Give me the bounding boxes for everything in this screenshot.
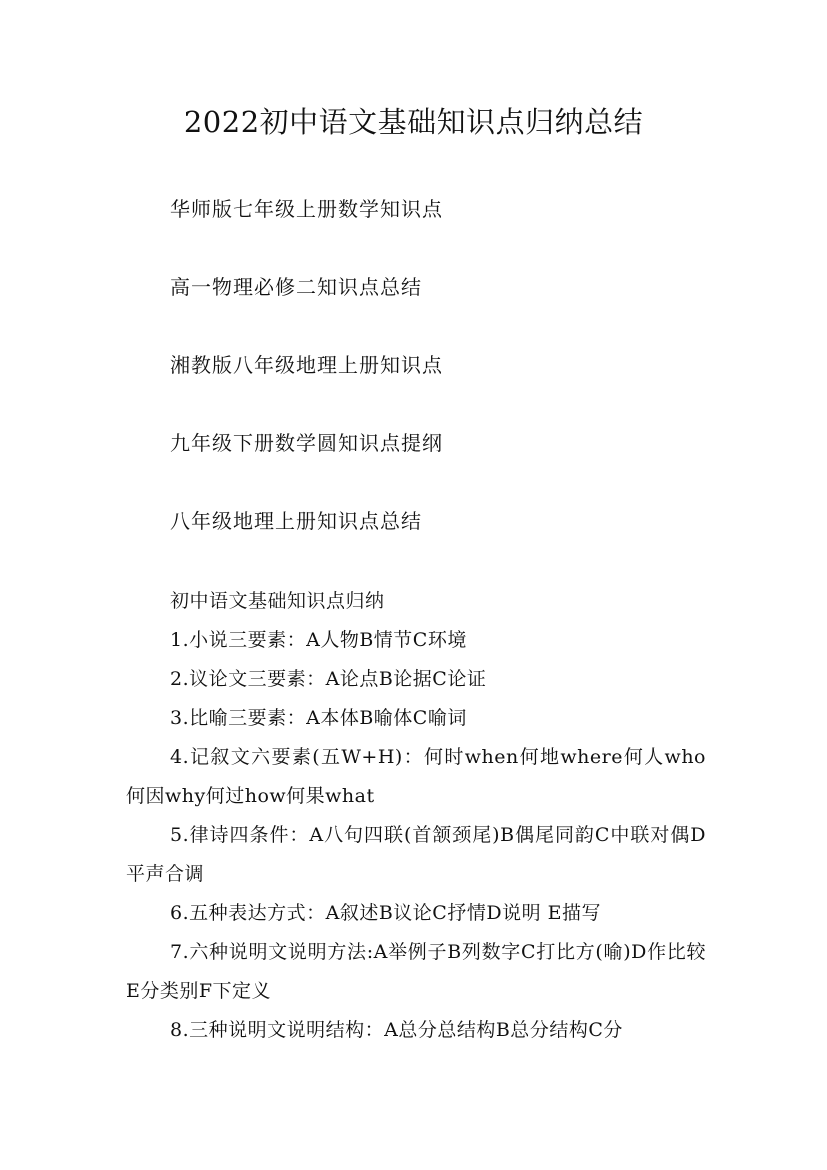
list-item: 1.小说三要素：A人物B情节C环境 <box>170 629 467 651</box>
list-item: 2.议论文三要素：A论点B论据C论证 <box>170 668 487 690</box>
list-item: 8.三种说明文说明结构：A总分总结构B总分结构C分 <box>170 1019 623 1041</box>
related-link[interactable]: 湘教版八年级地理上册知识点 <box>170 353 443 377</box>
related-link[interactable]: 华师版七年级上册数学知识点 <box>170 197 443 221</box>
list-item: 5.律诗四条件：A八句四联(首颔颈尾)B偶尾同韵C中联对偶D平声合调 <box>126 824 706 885</box>
document-title: 2022初中语文基础知识点归纳总结 <box>183 105 644 139</box>
list-item: 3.比喻三要素：A本体B喻体C喻词 <box>170 707 467 729</box>
list-item: 6.五种表达方式：A叙述B议论C抒情D说明 E描写 <box>170 902 601 924</box>
article-body <box>126 582 706 1050</box>
list-item: 7.六种说明文说明方法:A举例子B列数字C打比方(喻)D作比较E分类别F下定义 <box>126 941 706 1002</box>
list-item: 4.记叙文六要素(五W+H)：何时when何地where何人who何因why何过how何果what <box>126 746 706 807</box>
section-title: 初中语文基础知识点归纳 <box>170 590 385 612</box>
related-links-list <box>170 190 443 580</box>
related-link[interactable]: 八年级地理上册知识点总结 <box>170 509 422 533</box>
related-link[interactable]: 高一物理必修二知识点总结 <box>170 275 422 299</box>
related-link[interactable]: 九年级下册数学圆知识点提纲 <box>170 431 443 455</box>
